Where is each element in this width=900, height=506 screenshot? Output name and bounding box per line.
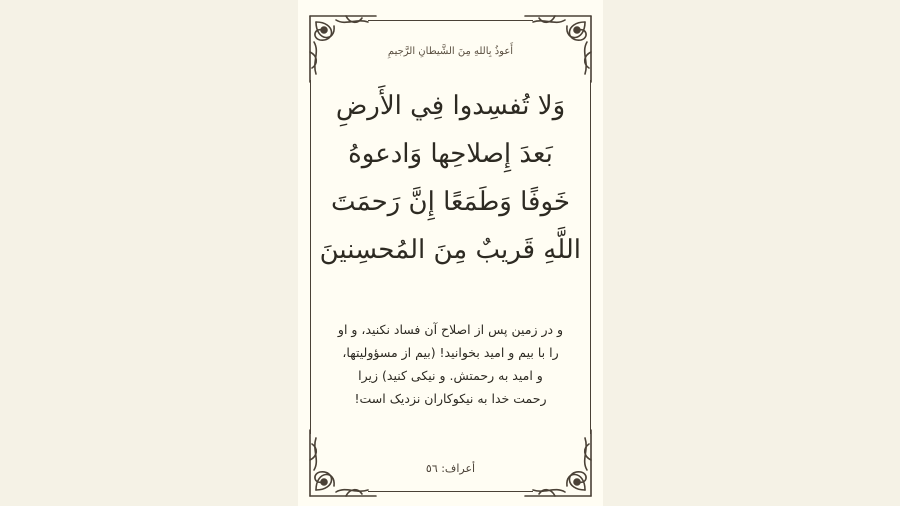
invocation-text: أَعوذُ بِاللهِ مِنَ الشَّيطانِ الرَّجيمِ (387, 46, 514, 57)
verse-line: بَعدَ إِصلاحِها وَادعوهُ (348, 139, 553, 169)
ornament-corner-bottom-right-icon (515, 420, 595, 500)
frame-line-bottom (368, 491, 533, 492)
frame-line-left (310, 80, 311, 434)
verse-line: وَلا تُفسِدوا فِي الأَرضِ (335, 91, 566, 121)
verse-card (298, 0, 603, 506)
frame-line-right (590, 80, 591, 434)
translation-text (328, 318, 573, 410)
ornament-corner-bottom-left-icon (306, 420, 386, 500)
frame-line-top (368, 20, 533, 21)
verse-text (320, 82, 581, 274)
translation-line: را با بیم و امید بخوانید! (بیم از مسؤولیتها، (342, 345, 559, 360)
translation-line: رحمت خدا به نیکوکاران نزدیک است! (354, 391, 547, 406)
verse-line: خَوفًا وَطَمَعًا إِنَّ رَحمَتَ (331, 187, 570, 217)
translation-line: و امید به رحمتش. و نیکی کنید) زیرا (358, 368, 543, 383)
surah-reference: أعراف: ٥٦ (425, 462, 476, 475)
translation-line: و در زمین پس از اصلاح آن فساد نکنید، و او (337, 322, 564, 337)
verse-line: اللَّهِ قَريبٌ مِنَ المُحسِنينَ (319, 235, 581, 265)
